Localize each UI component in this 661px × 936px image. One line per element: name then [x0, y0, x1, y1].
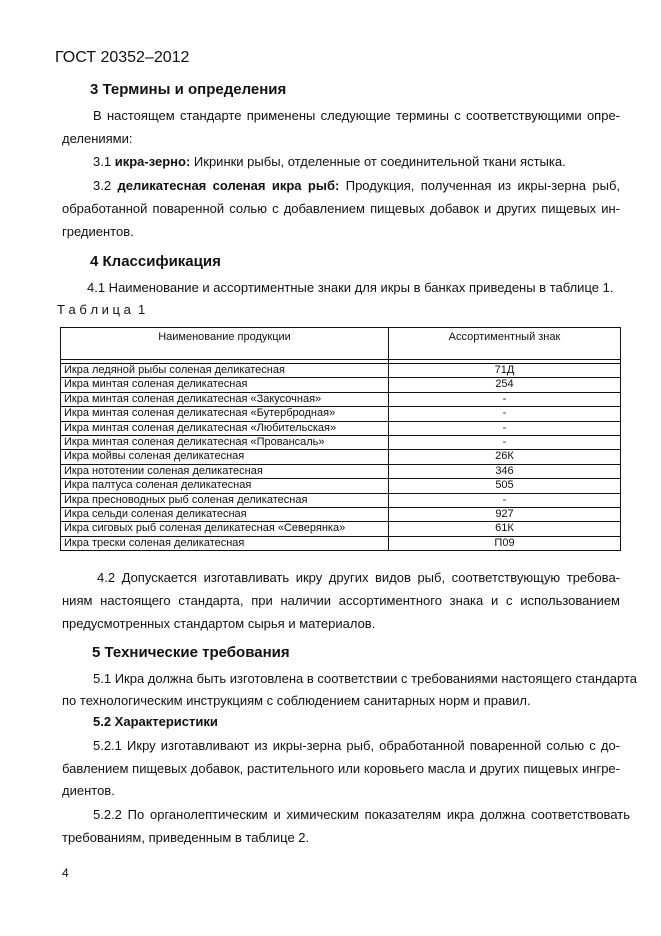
paragraph-line: ниям настоящего стандарта, при наличии ассортиментного знака и с использованием — [62, 593, 620, 608]
table-row — [61, 508, 621, 522]
product-name-cell: Икра минтая соленая деликатесная «Провансаль» — [61, 436, 389, 450]
assortment-mark-cell: 505 — [389, 479, 621, 493]
assortment-mark-cell: 61К — [389, 522, 621, 536]
paragraph-line: гредиентов. — [62, 224, 134, 239]
term-name: икра-зерно: — [114, 154, 191, 169]
column-header: Наименование продукции — [61, 328, 389, 360]
product-name-cell: Икра ледяной рыбы соленая деликатесная — [61, 364, 389, 378]
table-row — [61, 450, 621, 464]
assortment-mark-cell: - — [389, 421, 621, 435]
product-name-cell: Икра минтая соленая деликатесная «Любительская» — [61, 421, 389, 435]
assortment-mark-cell: 346 — [389, 464, 621, 478]
paragraph-line: по технологическим инструкциям с соблюдением санитарных норм и правил. — [62, 693, 531, 708]
term-number: 3.2 — [93, 178, 112, 193]
subsection-5-2-title: 5.2 Характеристики — [93, 714, 218, 729]
section-4-title: 4 Классификация — [90, 253, 221, 270]
product-name-cell: Икра пресноводных рыб соленая деликатесная — [61, 493, 389, 507]
paragraph-line: делениями: — [62, 131, 133, 146]
table-row — [61, 436, 621, 450]
column-header: Ассортиментный знак — [389, 328, 621, 360]
paragraph-line: 5.2.1 Икру изготавливают из икры-зерна рыб, обработанной поваренной солью с до- — [93, 738, 620, 753]
table-row — [61, 407, 621, 421]
paragraph-line: 5.1 Икра должна быть изготовлена в соответствии с требованиями настоящего стандарта — [93, 671, 637, 686]
table-row — [61, 364, 621, 378]
table-row — [61, 522, 621, 536]
paragraph-line: обработанной поваренной солью с добавлением пищевых добавок и других пищевых ин- — [62, 201, 620, 216]
assortment-mark-cell: - — [389, 493, 621, 507]
product-name-cell: Икра сиговых рыб соленая деликатесная «Северянка» — [61, 522, 389, 536]
paragraph-line: требованиям, приведенным в таблице 2. — [62, 830, 310, 845]
term-3-2 — [93, 178, 620, 194]
table-caption: Т а б л и ц а 1 — [57, 302, 146, 317]
assortment-mark-cell: - — [389, 436, 621, 450]
paragraph-line: бавлением пищевых добавок, растительного или коровьего масла и других пищевых ингре- — [62, 761, 620, 776]
product-name-cell: Икра минтая соленая деликатесная «Закусочная» — [61, 392, 389, 406]
term-number: 3.1 — [93, 154, 112, 169]
assortment-mark-cell: - — [389, 392, 621, 406]
assortment-mark-cell: 927 — [389, 508, 621, 522]
product-name-cell: Икра трески соленая деликатесная — [61, 536, 389, 550]
product-name-cell: Икра мойвы соленая деликатесная — [61, 450, 389, 464]
paragraph-line: 5.2.2 По органолептическим и химическим показателям икра должна соответствовать — [93, 807, 630, 822]
table-row — [61, 479, 621, 493]
paragraph-line: 4.2 Допускается изготавливать икру других видов рыб, соответствующую требова- — [97, 570, 620, 585]
assortment-mark-cell: 71Д — [389, 364, 621, 378]
page-number: 4 — [62, 866, 69, 880]
table-row — [61, 378, 621, 392]
term-3-1 — [93, 154, 566, 170]
document-header: ГОСТ 20352–2012 — [55, 49, 190, 66]
section-5-title: 5 Технические требования — [92, 644, 290, 661]
section-3-title: 3 Термины и определения — [90, 81, 287, 98]
table-row — [61, 421, 621, 435]
product-name-cell: Икра минтая соленая деликатесная — [61, 378, 389, 392]
paragraph-4-1: 4.1 Наименование и ассортиментные знаки для икры в банках приведены в таблице 1. — [87, 280, 614, 295]
assortment-table — [60, 327, 621, 551]
product-name-cell: Икра сельди соленая деликатесная — [61, 508, 389, 522]
assortment-mark-cell: П09 — [389, 536, 621, 550]
term-definition: Продукция, полученная из икры-зерна рыб, — [345, 178, 620, 193]
product-name-cell: Икра палтуса соленая деликатесная — [61, 479, 389, 493]
term-name: деликатесная соленая икра рыб: — [117, 178, 340, 193]
paragraph-line: В настоящем стандарте применены следующие термины с соответствующими опре- — [93, 108, 620, 123]
paragraph-line: предусмотренных стандартом сырья и материалов. — [62, 616, 376, 631]
paragraph-line: диентов. — [62, 783, 115, 798]
assortment-mark-cell: 26К — [389, 450, 621, 464]
table-row — [61, 464, 621, 478]
table-row — [61, 536, 621, 550]
product-name-cell: Икра нототении соленая деликатесная — [61, 464, 389, 478]
table-row — [61, 392, 621, 406]
product-name-cell: Икра минтая соленая деликатесная «Бутербродная» — [61, 407, 389, 421]
assortment-mark-cell: 254 — [389, 378, 621, 392]
assortment-mark-cell: - — [389, 407, 621, 421]
table-row — [61, 493, 621, 507]
term-definition: Икринки рыбы, отделенные от соединительной ткани ястыка. — [193, 154, 566, 169]
